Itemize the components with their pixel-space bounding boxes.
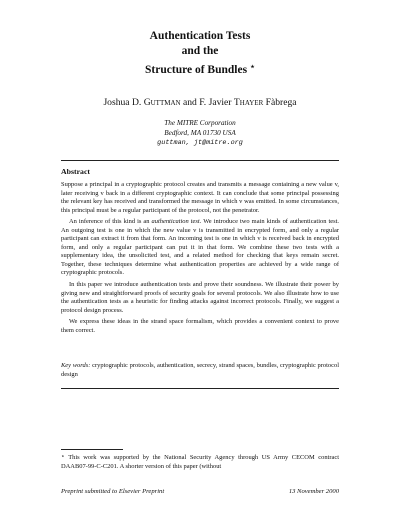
author-and: and <box>182 97 197 108</box>
affiliation: The MITRE Corporation <box>164 119 236 127</box>
paper-title <box>0 29 400 78</box>
author1-last: Guttman <box>143 97 181 108</box>
keywords-text: cryptographic protocols, authentication, secrecy, strand spaces, bundles, cryptographic protocol design <box>61 362 340 378</box>
abstract-paragraph-2 <box>61 218 339 278</box>
abstract-p2-rest: . We introduce two main kinds of authentication test. An outgoing test is one in which the new value v is transmitted in encrypted form, and only a regular participant can extract it from that form. An incoming test is one in which v is received back in encrypted form, and only a regular participant can put it in that form. We combine these two tests with a supplementary idea, the unsolicited test, and a related method for checking that keys remain secret. Together, these techniques determine what authentication properties are achieved by a wide range of cryptographic protocols. <box>61 218 340 277</box>
footnote-rule <box>61 449 123 450</box>
title-line-1: Authentication Tests <box>149 30 251 42</box>
keywords <box>61 362 339 379</box>
author-emails: guttman, jt@mitre.org <box>157 139 243 147</box>
abstract-heading: Abstract <box>61 167 91 176</box>
abstract-p2-emphasis: authentication test <box>151 218 200 226</box>
abstract-top-rule <box>61 160 339 161</box>
keywords-label: Key words: <box>61 362 91 369</box>
title-line-2: and the <box>181 45 219 57</box>
abstract-bottom-rule <box>61 388 339 389</box>
abstract-paragraph-4: We express these ideas in the strand space formalism, which provides a convenient context to prove them correct. <box>61 318 339 334</box>
author2-last: Thayer <box>233 97 264 108</box>
abstract-p2-start: An inference of this kind is an <box>69 218 152 226</box>
footnote-mark: ⋆ <box>61 454 65 460</box>
footer-date: 13 November 2000 <box>288 488 339 495</box>
page-footer <box>61 487 339 496</box>
title-footnote-mark: ⋆ <box>249 62 255 71</box>
title-line-3-text: Structure of Bundles <box>145 64 248 76</box>
abstract-body <box>61 181 339 338</box>
author2-suffix: Fàbrega <box>265 97 297 108</box>
affiliation-block <box>0 118 400 148</box>
author-line <box>0 97 400 109</box>
footnote <box>61 453 339 471</box>
author2-first: F. Javier <box>199 97 232 108</box>
author1-first: Joshua D. <box>103 97 142 108</box>
abstract-paragraph-1: Suppose a principal in a cryptographic protocol creates and transmits a message containing a new value v, later receiving v back in a different cryptographic context. It can conclude that some principal possessing the relevant key has received and transformed the message in which v was emitted. In some circumstances, this principal must be a regular participant of the protocol, not the penetrator. <box>61 181 339 214</box>
title-line-3 <box>0 59 400 78</box>
abstract-paragraph-3: In this paper we introduce authentication tests and prove their soundness. We illustrate their power by giving new and straightforward proofs of security goals for several protocols. We also illustrate how to use the authentication tests as a heuristic for finding attacks against incorrect protocols. Finally, we suggest a protocol design process. <box>61 281 339 314</box>
footer-preprint-note: Preprint submitted to Elsevier Preprint <box>61 488 165 495</box>
footnote-text: This work was supported by the National Security Agency through US Army CECOM contract DAAB07-99-C-C201. A shorter version of this paper (without <box>61 454 339 470</box>
location: Bedford, MA 01730 USA <box>164 129 236 137</box>
